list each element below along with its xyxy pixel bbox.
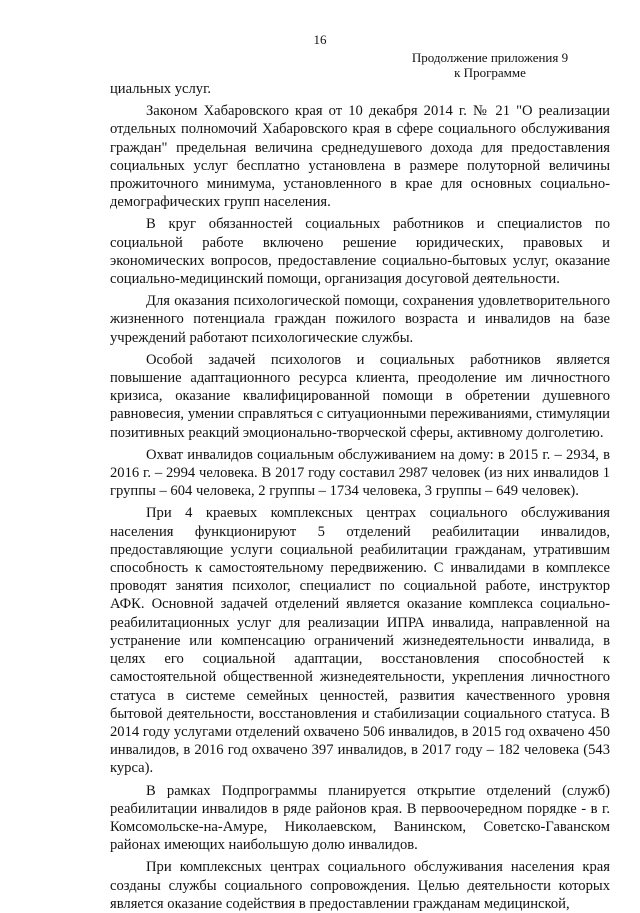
page-number: 16 bbox=[313, 32, 327, 47]
paragraph: Охват инвалидов социальным обслуживанием на дому: в 2015 г. – 2934, в 2016 г. – 2994 человека. В 2017 году составил 2987 человек (из них инвалидов 1 группы – 604 человека, 2 группы – 1734 человека, 3 группы – 649 человек). bbox=[110, 446, 610, 500]
paragraph: Законом Хабаровского края от 10 декабря 2014 г. № 21 "О реализации отдельных полномочий Хабаровского края в сфере социального обслуживания граждан" предельная величина среднедушевого дохода для предоставления социальных услуг бесплатно установлена в размере полуторной величины прожиточного минимума, установленного в крае для основных социально-демографических групп населения. bbox=[110, 103, 610, 211]
body-text bbox=[110, 80, 610, 913]
running-head bbox=[380, 50, 600, 80]
paragraph-continuation: циальных услуг. bbox=[110, 81, 212, 97]
paragraph: Для оказания психологической помощи, сохранения удовлетворительного жизненного потенциала граждан пожилого возраста и инвалидов на базе учреждений работают психологические службы. bbox=[110, 293, 610, 346]
paragraph: В рамках Подпрограммы планируется открытие отделений (служб) реабилитации инвалидов в ряде районов края. В первоочередном порядке - в г. Комсомольске-на-Амуре, Николаевском, Ванинском, Советско-Гаванском районах имеющих наибольшую долю инвалидов. bbox=[110, 782, 610, 854]
paragraph: Особой задачей психологов и социальных работников является повышение адаптационного ресурса клиента, преодоление им личностного кризиса, оказание квалифицированной помощи в обретении душевного равновесия, умении справляться с ситуационными переживаниями, стимуляции позитивных реакций эмоционально-творческой сферы, активному долголетию. bbox=[110, 351, 610, 441]
paragraph: При комплексных центрах социального обслуживания населения края созданы службы социального сопровождения. Целью деятельности которых является оказание содействия в предоставлении гражданам медицинской, bbox=[110, 859, 610, 912]
continuation-note: Продолжение приложения 9 bbox=[411, 50, 569, 65]
paragraph: При 4 краевых комплексных центрах социального обслуживания населения функционируют 5 отделений реабилитации инвалидов, предоставляющие услуги социальной реабилитации гражданам, утратившим способность к самостоятельному передвижению. С инвалидами в комплексе проводят занятия психолог, специалист по социальной работе, инструктор АФК. Основной задачей отделений является оказание комплекса социально-реабилитационных услуг для реализации ИПРА инвалида, направленной на устранение или компенсацию ограничений жизнедеятельности инвалида, в целях его социальной адаптации, восстановления способностей к самостоятельной общественной жизнедеятельности, укрепления личностного статуса в системе семейных ценностей, развития качественного уровня бытовой деятельности, восстановления и стабилизации социального статуса. В 2014 году услугами отделений охвачено 506 инвалидов, в 2015 год охвачено 450 инвалидов, в 2016 год охвачено 397 инвалидов, в 2017 году – 182 человека (543 курса). bbox=[110, 505, 610, 777]
program-reference: к Программе bbox=[454, 65, 526, 80]
paragraph: В круг обязанностей социальных работников и специалистов по социальной работе включено решение юридических, правовых и экономических вопросов, предоставление социально-бытовых услуг, оказание социально-медицинский помощи, организация досуговой деятельности. bbox=[110, 216, 610, 288]
